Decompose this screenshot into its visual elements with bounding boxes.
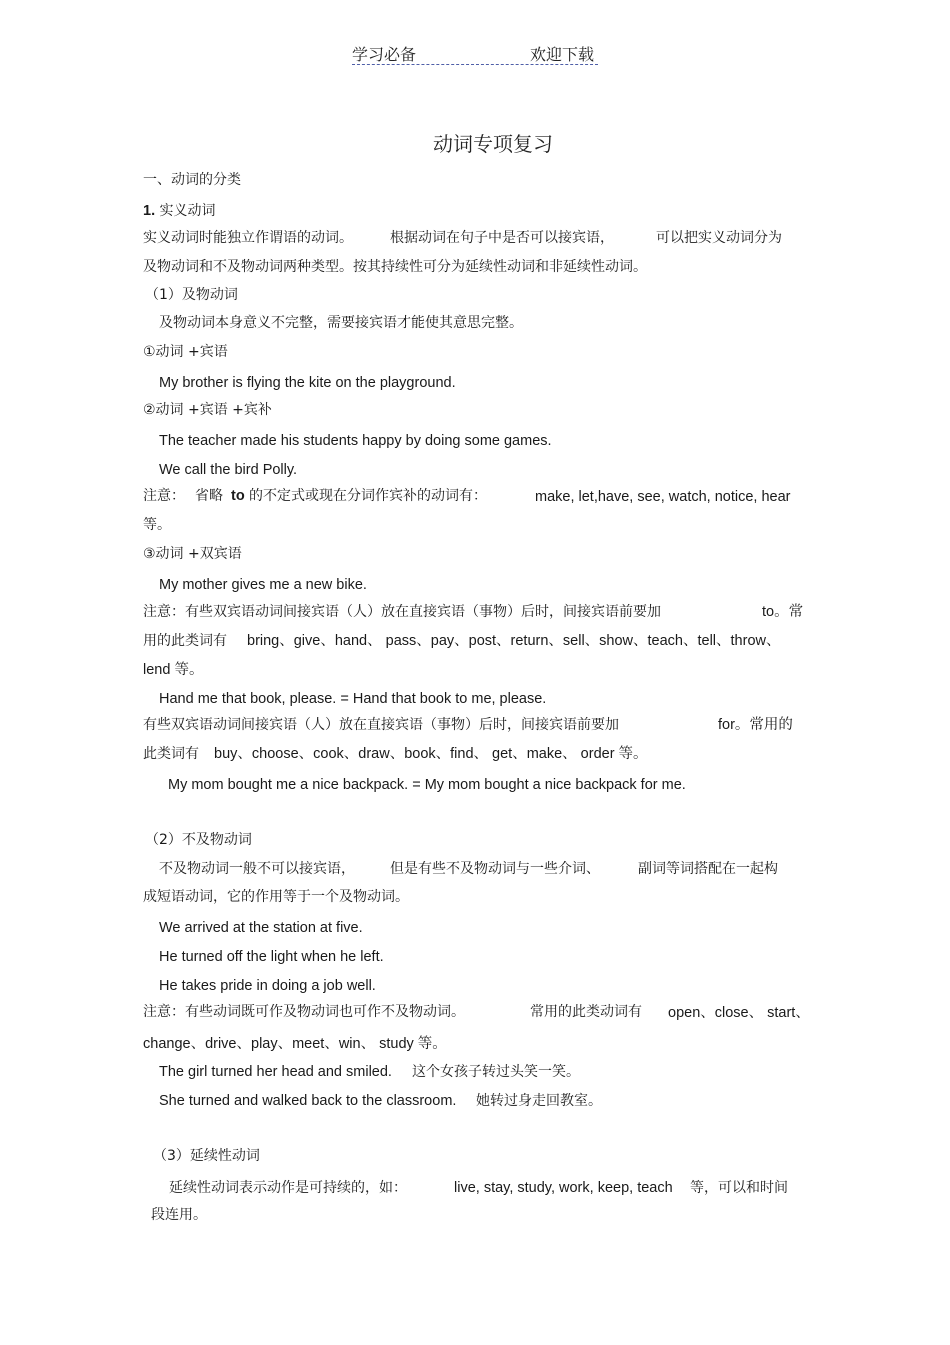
example-sentence: She turned and walked back to the classroom.	[159, 1093, 457, 1109]
section-heading: 一、动词的分类	[143, 172, 241, 188]
note-keyword: to	[231, 488, 245, 504]
page-header	[352, 40, 598, 65]
pattern-heading: ②动词 +宾语 +宾补	[143, 402, 272, 418]
example-sentence: My mother gives me a new bike.	[159, 577, 367, 593]
note-text: 省略	[195, 488, 223, 504]
example-sentence: My mom bought me a nice backpack. = My mom bought a nice backpack for me.	[168, 777, 686, 793]
paragraph-line: 段连用。	[151, 1207, 207, 1223]
note-text: to。常	[762, 604, 804, 620]
subsection-number: 1.	[143, 203, 156, 219]
example-sentence: The teacher made his students happy by doing some games.	[159, 433, 552, 449]
note-text: 此类词有	[143, 746, 199, 762]
subsection-title: 实义动词	[159, 203, 216, 219]
note-text: 常用的此类动词有	[530, 1004, 642, 1020]
note-label: 注意：	[143, 488, 185, 504]
note-verbs: bring、give、hand、 pass、pay、post、return、sell、show、teach、tell、throw、	[247, 633, 781, 649]
page-title: 动词专项复习	[433, 132, 553, 156]
subsection-heading	[143, 201, 216, 221]
item-heading: （1）及物动词	[145, 287, 238, 303]
note-verbs: make, let,have, see, watch, notice, hear	[535, 489, 791, 505]
paragraph-line: 实义动词时能独立作谓语的动词。	[143, 230, 353, 246]
paragraph-line: 根据动词在句子中是否可以接宾语，	[390, 230, 614, 246]
header-right: 欢迎下载	[529, 45, 594, 64]
example-sentence: We call the bird Polly.	[159, 462, 298, 478]
note-text: 的不定式或现在分词作宾补的动词有：	[249, 488, 487, 504]
note-verbs: open、close、 start、	[668, 1005, 810, 1021]
example-sentence: My brother is flying the kite on the playground.	[159, 375, 456, 391]
example-translation: 这个女孩子转过头笑一笑。	[412, 1064, 580, 1080]
example-sentence: He turned off the light when he left.	[159, 949, 384, 965]
paragraph-line: 副词等词搭配在一起构	[638, 861, 778, 877]
paragraph-line: 及物动词和不及物动词两种类型。按其持续性可分为延续性动词和非延续性动词。	[143, 259, 647, 275]
example-sentence: Hand me that book, please. = Hand that book to me, please.	[159, 691, 547, 707]
example-sentence: We arrived at the station at five.	[159, 920, 363, 936]
note-text: for。常用的	[718, 717, 793, 733]
paragraph-line: 不及物动词一般不可以接宾语，	[159, 861, 355, 877]
note-text: lend 等。	[143, 662, 204, 678]
example-sentence: He takes pride in doing a job well.	[159, 978, 376, 994]
example-sentence: The girl turned her head and smiled.	[159, 1064, 392, 1080]
pattern-heading: ①动词 +宾语	[143, 344, 228, 360]
note-text: 用的此类词有	[143, 633, 227, 649]
note-verbs: change、drive、play、meet、win、 study 等。	[143, 1036, 447, 1052]
example-translation: 她转过身走回教室。	[476, 1093, 602, 1109]
note-text: 注意：有些双宾语动词间接宾语（人）放在直接宾语（事物）后时，间接宾语前要加	[143, 604, 661, 620]
pattern-heading: ③动词 +双宾语	[143, 546, 242, 562]
paragraph-line: 成短语动词，它的作用等于一个及物动词。	[143, 889, 409, 905]
paragraph-line: 延续性动词表示动作是可持续的，如：	[169, 1180, 407, 1196]
item-heading: （2）不及物动词	[145, 832, 252, 848]
paragraph-line: 但是有些不及物动词与一些介词、	[390, 861, 600, 877]
header-left: 学习必备	[352, 45, 417, 64]
item-heading: （3）延续性动词	[153, 1148, 260, 1164]
paragraph-line: 等，可以和时间	[690, 1180, 788, 1196]
paragraph-line: 可以把实义动词分为	[656, 230, 782, 246]
note-verbs: buy、choose、cook、draw、book、find、 get、make、 order 等。	[214, 746, 648, 762]
note-text: 注意：有些动词既可作及物动词也可作不及物动词。	[143, 1004, 465, 1020]
note-text: 等。	[143, 517, 171, 533]
note-text: 有些双宾语动词间接宾语（人）放在直接宾语（事物）后时，间接宾语前要加	[143, 717, 619, 733]
paragraph-verbs: live, stay, study, work, keep, teach	[454, 1180, 673, 1196]
paragraph-line: 及物动词本身意义不完整，需要接宾语才能使其意思完整。	[159, 315, 523, 331]
